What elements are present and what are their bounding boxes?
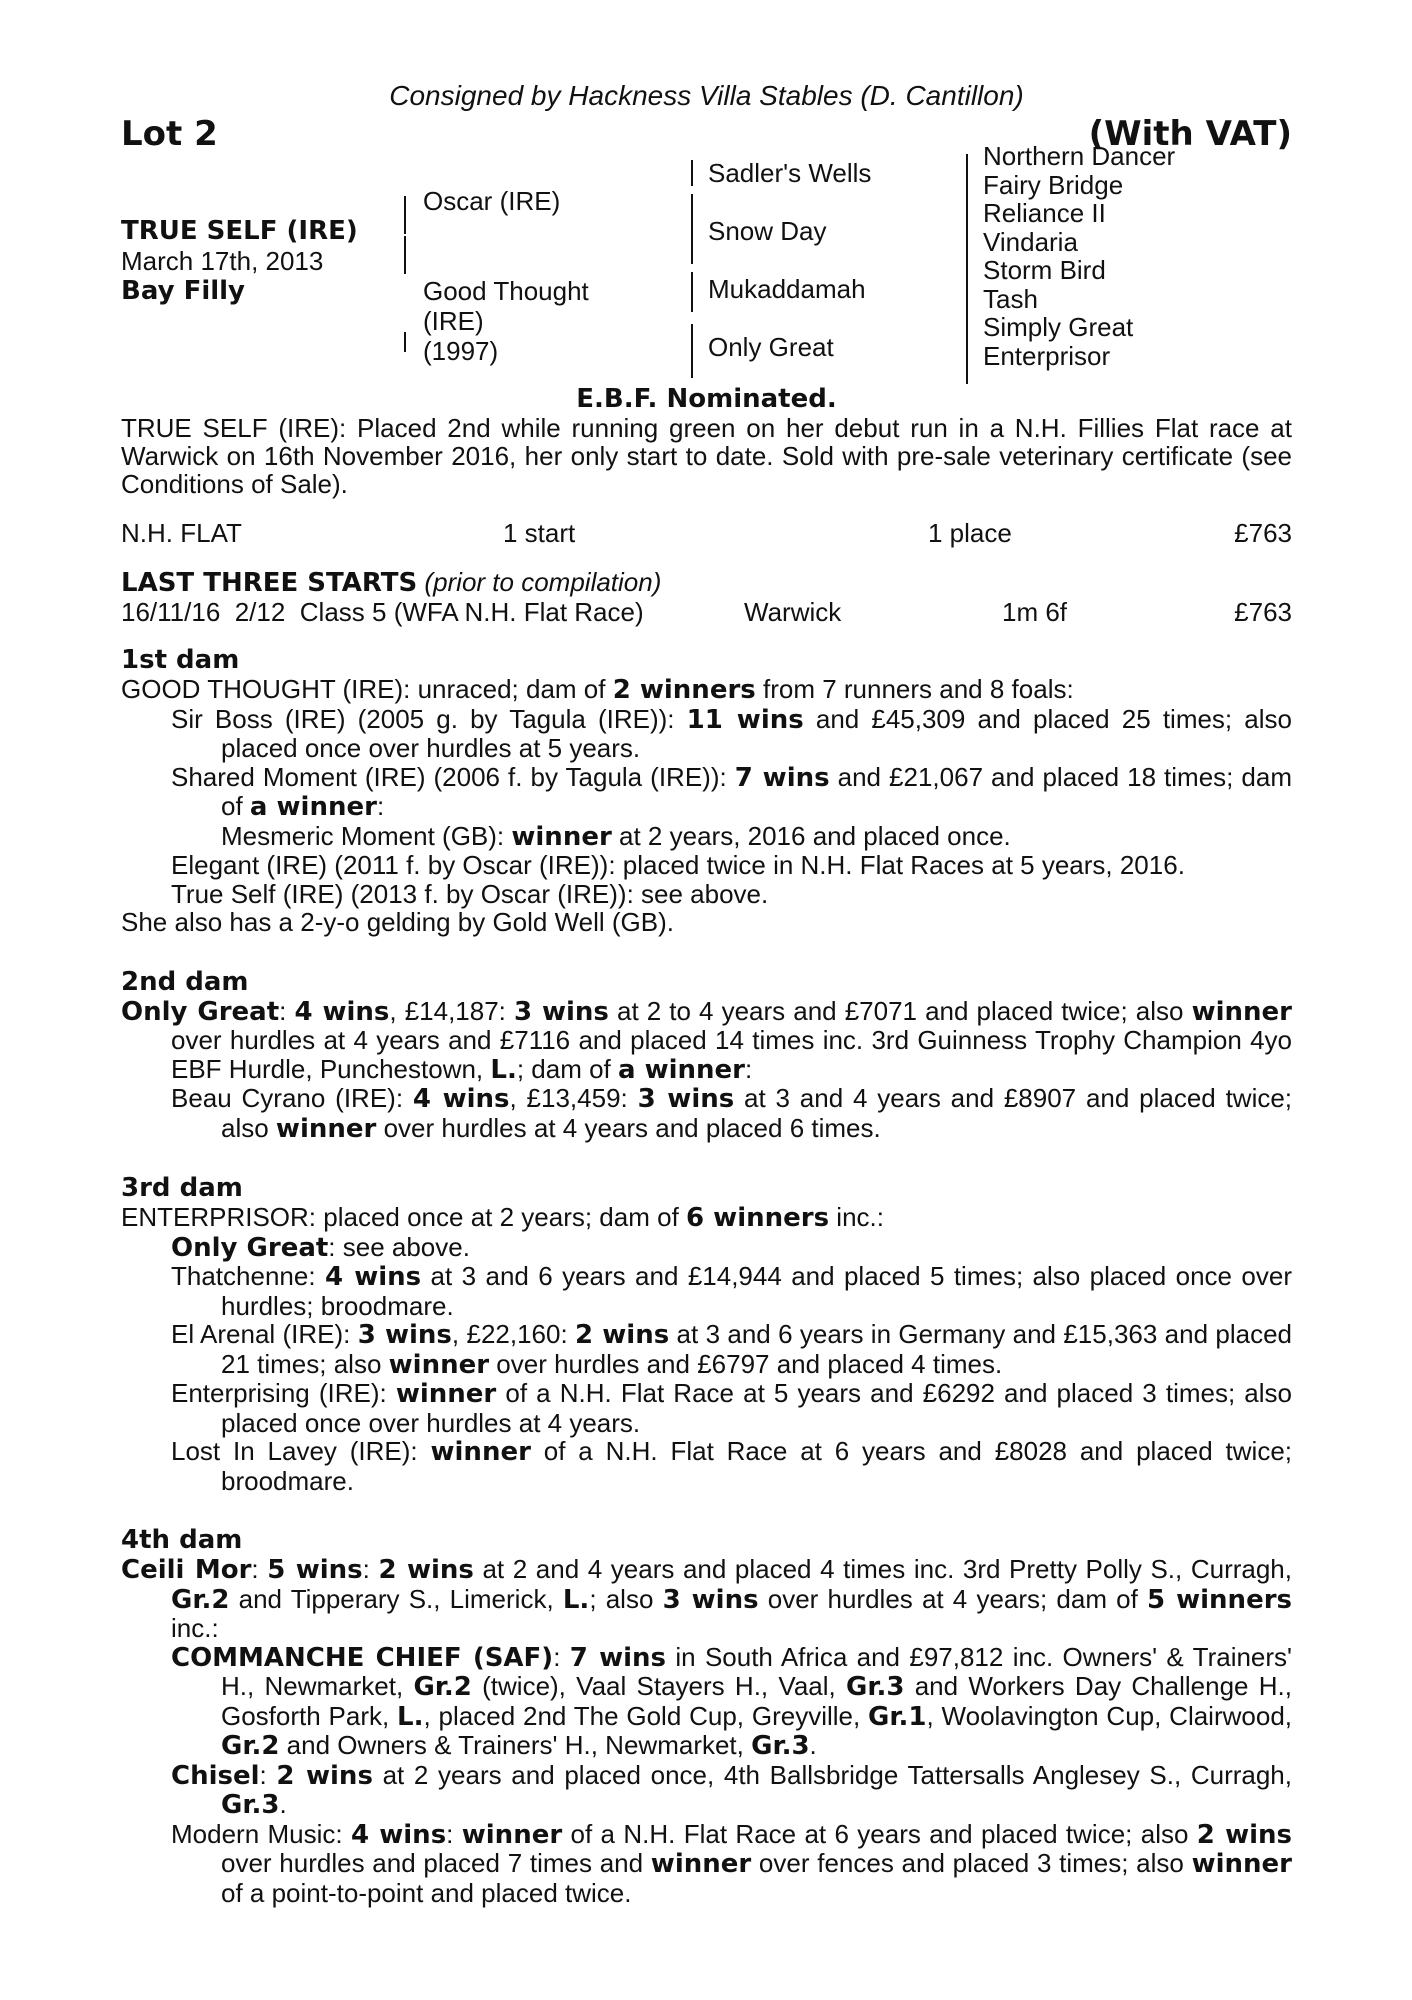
produce-lost-in-lavey: Lost In Lavey (IRE): winner of a N.H. Flat Race at 6 years and £8028 and placed twice; broodmare. [171, 1436, 1293, 1496]
last-start-race: 16/11/16 2/12 Class 5 (WFA N.H. Flat Race) [121, 597, 644, 627]
produce-only-great: Only Great: see above. [171, 1231, 470, 1263]
produce-shared-moment: Shared Moment (IRE) (2006 f. by Tagula (IRE)): 7 wins and £21,067 and placed 18 times; dam of a winner: [171, 761, 1292, 822]
sire: Oscar (IRE) [423, 186, 561, 216]
pedigree-g3-1: Northern Dancer [983, 141, 1176, 171]
last-starts-heading: LAST THREE STARTS (prior to compilation) [121, 567, 662, 598]
pedigree-line [691, 272, 693, 312]
produce-commanche-chief: COMMANCHE CHIEF (SAF): 7 wins in South Africa and £97,812 inc. Owners' & Trainers' H., Newmarket, Gr.2 (twice), Vaal Stayers H., Vaal, Gr.3 and Workers Day Challenge H., Gosforth Park, L., placed 2nd The Gold Cup, Greyville, Gr.1, Woolavington Cup, Clairwood, Gr.2 and Owners & Trainers' H., Newmarket, Gr.3. [171, 1641, 1293, 1761]
record-earnings: £763 [1234, 518, 1292, 548]
pedigree-g3-8: Enterprisor [983, 340, 1111, 371]
pedigree-g3-2: Fairy Bridge [983, 169, 1124, 200]
produce-beau-cyrano: Beau Cyrano (IRE): 4 wins, £13,459: 3 wins at 3 and 4 years and £8907 and placed twice; also winner over hurdles at 4 years and placed 6 times. [171, 1083, 1293, 1144]
horse-dob: March 17th, 2013 [121, 246, 324, 276]
produce-chisel: Chisel: 2 wins at 2 years and placed once, 4th Ballsbridge Tattersalls Anglesey S., Curragh, Gr.3. [171, 1759, 1292, 1820]
produce-sir-boss: Sir Boss (IRE) (2005 g. by Tagula (IRE)): 11 wins and £45,309 and placed 25 times; also placed once over hurdles at 5 years. [171, 703, 1292, 763]
third-dam-heading: 3rd dam [121, 1173, 243, 1203]
pedigree-g3-6: Tash [983, 283, 1038, 314]
record-starts: 1 start [503, 518, 576, 548]
last-start-row [121, 597, 1292, 627]
pedigree-line [691, 160, 693, 186]
produce-mesmeric-moment: Mesmeric Moment (GB): winner at 2 years, 2016 and placed once. [221, 820, 1011, 852]
pedigree-g2-1: Sadler's Wells [708, 158, 872, 188]
pedigree-g3-3: Reliance II [983, 198, 1106, 228]
second-dam-line: Only Great: 4 wins, £14,187: 3 wins at 2 to 4 years and £7071 and placed twice; also winner over hurdles at 4 years and £7116 and placed 14 times inc. 3rd Guinness Trophy Champion 4yo EBF Hurdle, Punchestown, L.; dam of a winner: [121, 995, 1292, 1085]
dam-country: (IRE) [423, 306, 484, 336]
fourth-dam-line: Ceili Mor: 5 wins: 2 wins at 2 and 4 years and placed 4 times inc. 3rd Pretty Polly S., Curragh, Gr.2 and Tipperary S., Limerick, L.; also 3 wins over hurdles at 4 years; dam of 5 winners inc.: [121, 1554, 1293, 1643]
last-start-course: Warwick [744, 597, 842, 627]
record-category: N.H. FLAT [121, 518, 242, 548]
consignor-line: Consigned by Hackness Villa Stables (D. Cantillon) [389, 80, 1024, 111]
dam-name: Good Thought [423, 276, 589, 306]
fourth-dam-heading: 4th dam [121, 1525, 243, 1555]
pedigree-gen3 [983, 142, 1175, 370]
produce-modern-music: Modern Music: 4 wins: winner of a N.H. Flat Race at 6 years and placed twice; also 2 wins over hurdles and placed 7 times and winner over fences and placed 3 times; also winner of a point-to-point and placed twice. [171, 1818, 1293, 1908]
vat-status: (With VAT) [1088, 114, 1292, 154]
catalogue-page [121, 80, 1292, 1907]
produce-thatchenne: Thatchenne: 4 wins at 3 and 6 years and £14,944 and placed 5 times; also placed once over hurdles; broodmare. [171, 1261, 1292, 1321]
pedigree-g2-3: Mukaddamah [708, 274, 866, 304]
pedigree-table [121, 141, 1292, 384]
dam [423, 276, 589, 366]
produce-enterprising: Enterprising (IRE): winner of a N.H. Flat Race at 5 years and £6292 and placed 3 times; also placed once over hurdles at 4 years. [171, 1378, 1292, 1438]
horse-name: TRUE SELF (IRE) [121, 216, 358, 246]
pedigree-line [404, 332, 406, 352]
pedigree-line [966, 154, 968, 384]
produce-el-arenal: El Arenal (IRE): 3 wins, £22,160: 2 wins at 3 and 6 years in Germany and £15,363 and placed 21 times; also winner over hurdles and £6797 and placed 4 times. [171, 1319, 1292, 1380]
last-start-prize: £763 [1234, 597, 1292, 627]
pedigree-g3-7: Simply Great [983, 312, 1134, 342]
first-dam-line: GOOD THOUGHT (IRE): unraced; dam of 2 winners from 7 runners and 8 foals: [121, 674, 1074, 705]
pedigree-line [404, 196, 406, 234]
pedigree-line [691, 194, 693, 264]
lot-number: Lot 2 [121, 114, 218, 154]
first-dam-note: She also has a 2-y-o gelding by Gold Well (GB). [121, 907, 675, 937]
pedigree-g2-4: Only Great [708, 332, 834, 362]
dam-year: (1997) [423, 336, 499, 366]
last-start-distance: 1m 6f [1002, 597, 1068, 627]
pedigree-g3-4: Vindaria [983, 226, 1078, 257]
third-dam-line: ENTERPRISOR: placed once at 2 years; dam of 6 winners inc.: [121, 1202, 884, 1233]
pedigree-line [404, 236, 406, 274]
first-dam-heading: 1st dam [121, 645, 240, 675]
pedigree-line [691, 324, 693, 378]
horse-sex: Bay Filly [121, 276, 246, 306]
pedigree-g2-2: Snow Day [708, 216, 827, 246]
summary-text: TRUE SELF (IRE): Placed 2nd while running green on her debut run in a N.H. Fillies Flat race at Warwick on 16th November 2016, her only start to date. Sold with pre-sale veterinary certificate (see Conditions of Sale). [121, 413, 1292, 499]
ebf-nominated: E.B.F. Nominated. [576, 384, 837, 414]
pedigree-g3-5: Storm Bird [983, 255, 1106, 285]
produce-elegant: Elegant (IRE) (2011 f. by Oscar (IRE)): placed twice in N.H. Flat Races at 5 years, 2016. [171, 850, 1185, 880]
horse-info [121, 216, 401, 306]
second-dam-heading: 2nd dam [121, 966, 249, 997]
produce-true-self: True Self (IRE) (2013 f. by Oscar (IRE)): see above. [171, 878, 769, 909]
race-record [121, 518, 1292, 548]
record-places: 1 place [928, 518, 1012, 548]
